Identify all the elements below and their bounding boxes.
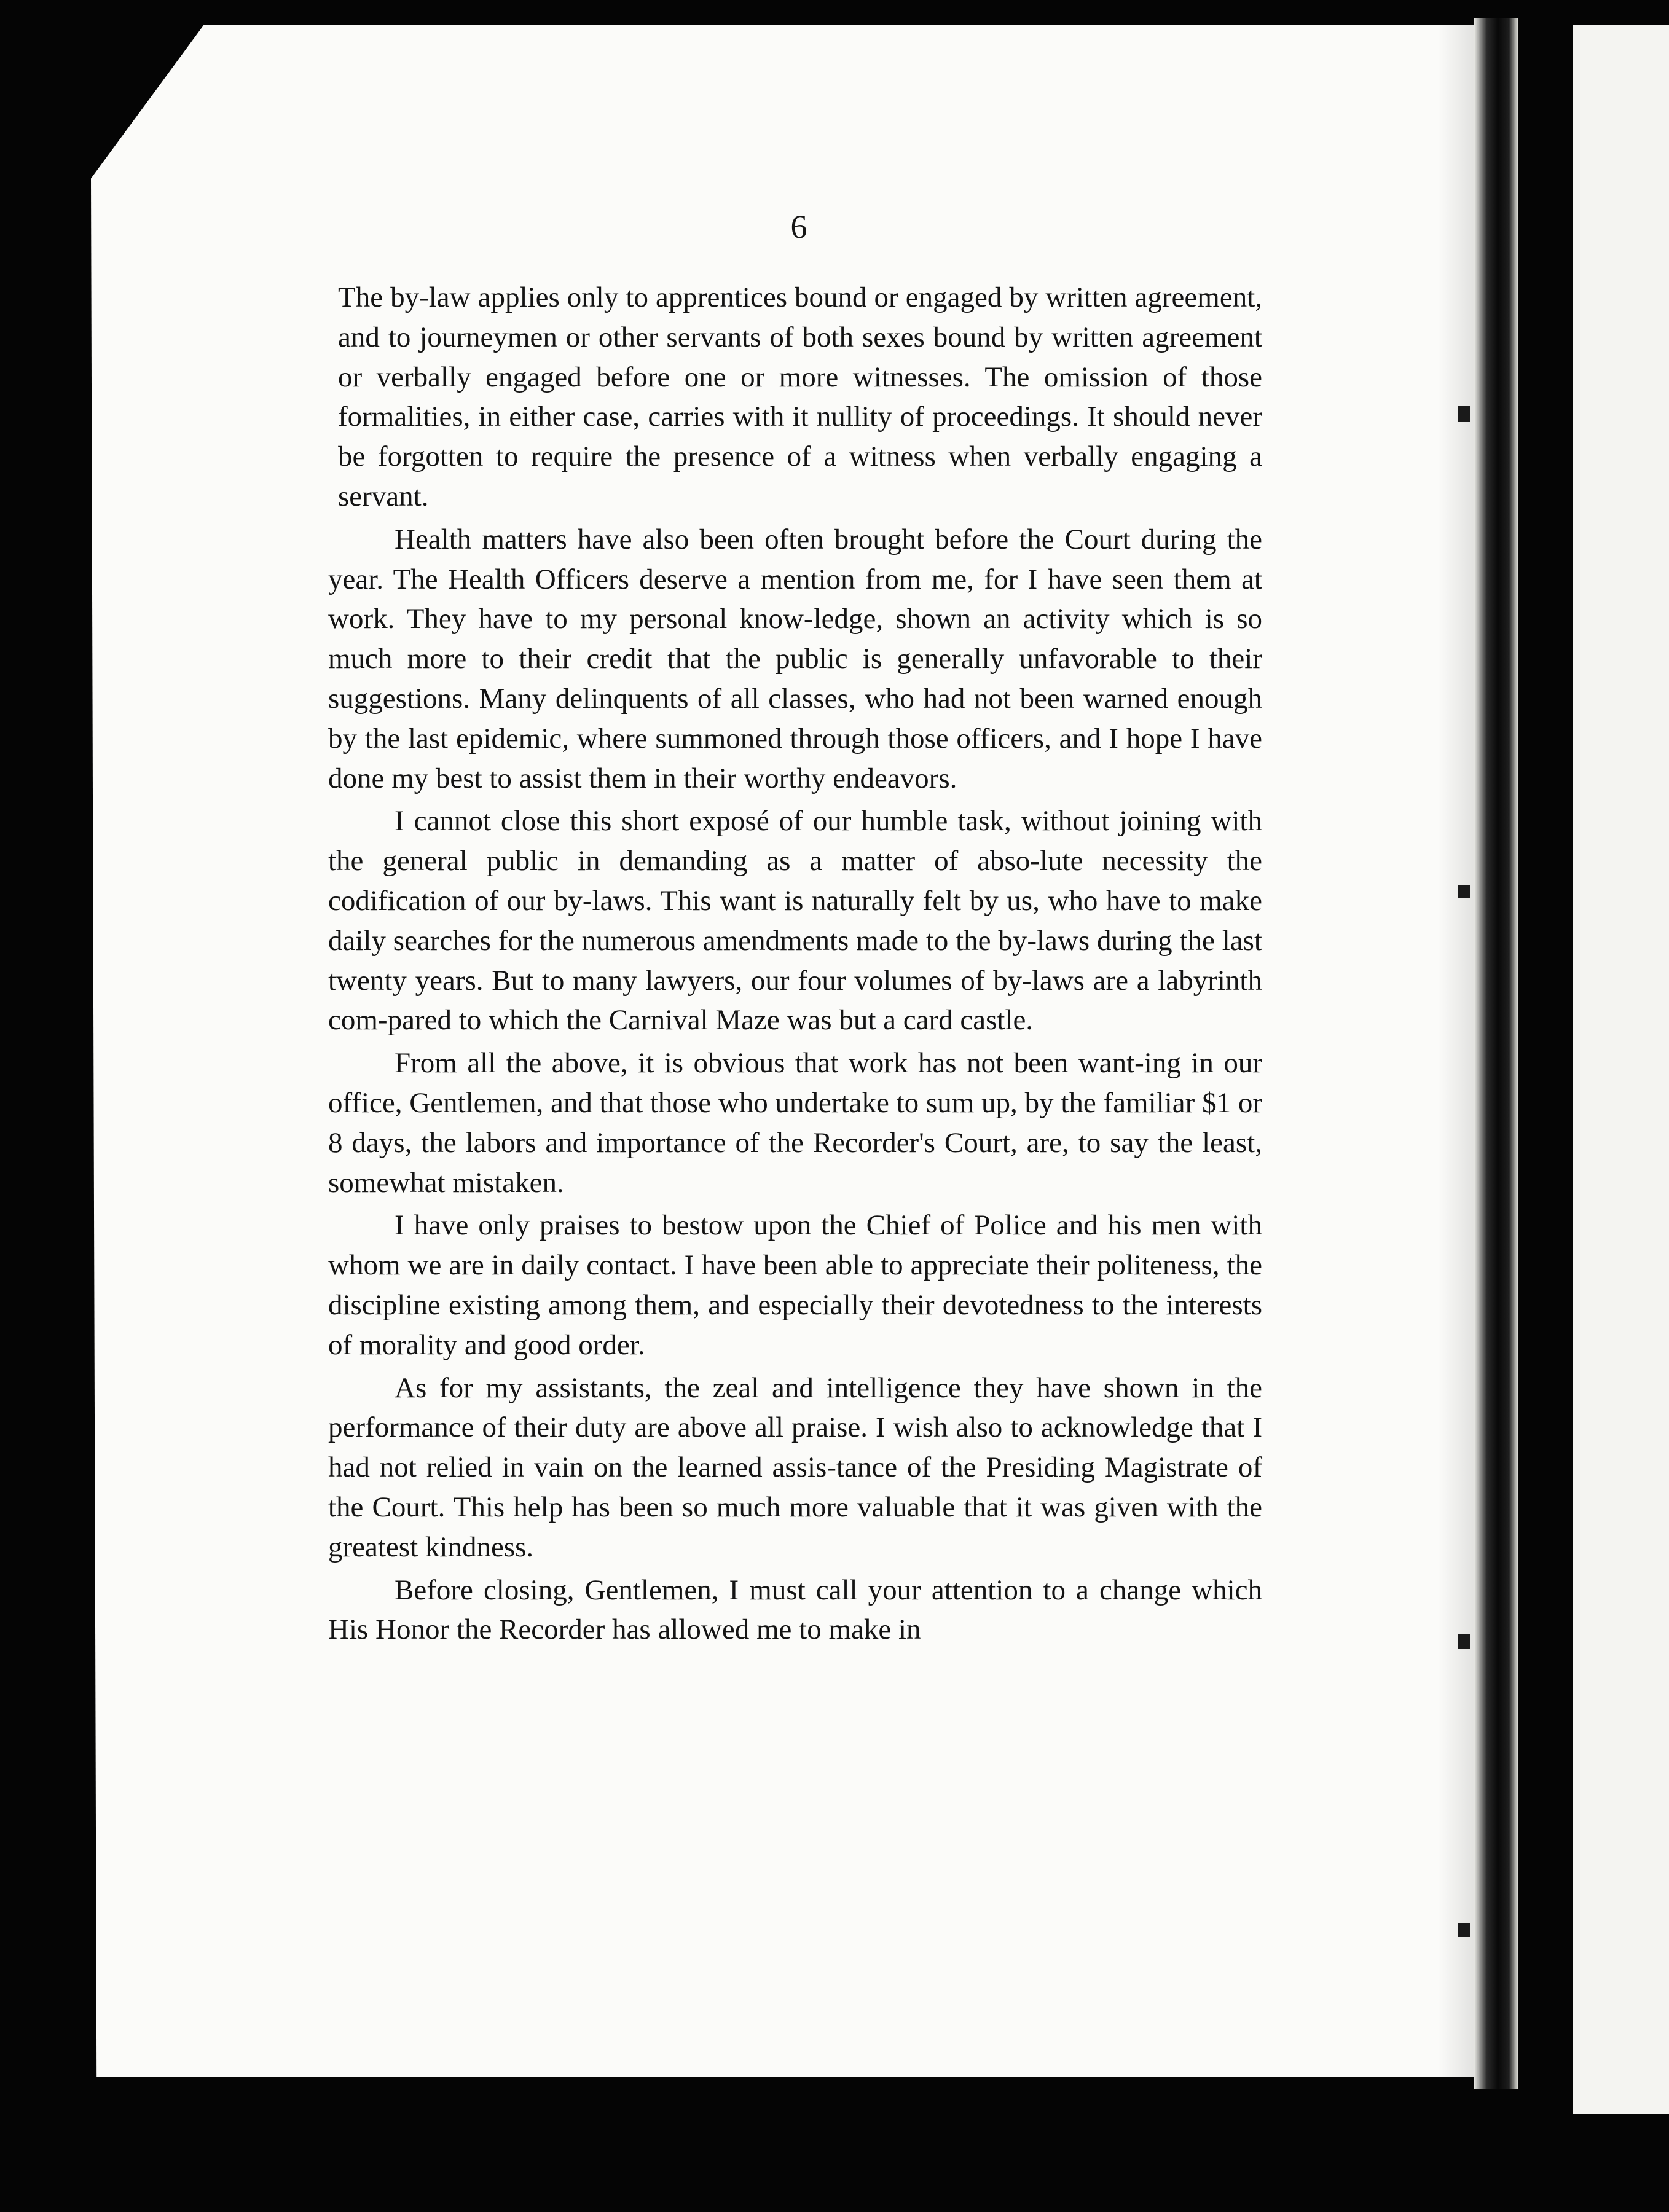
paragraph-chief-of-police: I have only praises to bestow upon the Chief of Police and his men with whom we are in daily contact. I have been able to appreciate their politeness, the discipline existing among them, and especially their devotedness to the interests of morality and good order. — [328, 1209, 1262, 1361]
paragraph-before-closing: Before closing, Gentlemen, I must call your attention to a change which His Honor the Recorder has allowed me to make in — [328, 1574, 1262, 1646]
binding-tab — [1458, 885, 1470, 898]
paragraph-bylaw-apprentices: The by-law applies only to apprentices bound or engaged by written agreement, and to journeymen or other servants of both sexes bound by written agreement or verbally engaged before one or more witnesses. The omission of those formalities, in either case, carries with it nullity of proceedings. It should never be forgotten to require the presence of a witness when verbally engaging a servant. — [338, 281, 1262, 512]
page-number: 6 — [790, 208, 807, 245]
binding-tab — [1458, 406, 1470, 422]
binding-strip — [1474, 18, 1518, 2089]
paragraph-health-matters: Health matters have also been often brought before the Court during the year. The Health Officers deserve a mention from me, for I have seen them at work. They have to my personal know-ledge, shown an activity which is so much more to their credit that the public is generally unfavorable to their suggestions. Many delinquents of all classes, who had not been warned enough by the last epidemic, where summoned through those officers, and I hope I have done my best to assist them in their worthy endeavors. — [328, 523, 1262, 794]
binding-tab — [1458, 1923, 1470, 1937]
paragraph-assistants: As for my assistants, the zeal and intelligence they have shown in the performance of their duty are above all praise. I wish also to acknowledge that I had not relied in vain on the learned assis-tance of the Presiding Magistrate of the Court. This help has been so much more valuable that it was given with the greatest kindness. — [328, 1371, 1262, 1563]
paragraph-codification: I cannot close this short exposé of our humble task, without joining with the general public in demanding as a matter of abso-lute necessity the codification of our by-laws. This want is naturally felt by us, who have to make daily searches for the numerous amendments made to the by-laws during the last twenty years. But to many lawyers, our four volumes of by-laws are a labyrinth com-pared to which the Carnival Maze was but a card castle. — [328, 805, 1262, 1037]
body-text — [328, 278, 1262, 1653]
facing-page-edge — [1573, 25, 1669, 2114]
paragraph-office-work: From all the above, it is obvious that work has not been want-ing in our office, Gentlemen, and that those who undertake to sum up, by the familiar $1 or 8 days, the labors and importance of the Recorder's Court, are, to say the least, somewhat mistaken. — [328, 1047, 1262, 1199]
gutter-shadow — [1438, 25, 1475, 2077]
binding-tab — [1458, 1634, 1470, 1649]
